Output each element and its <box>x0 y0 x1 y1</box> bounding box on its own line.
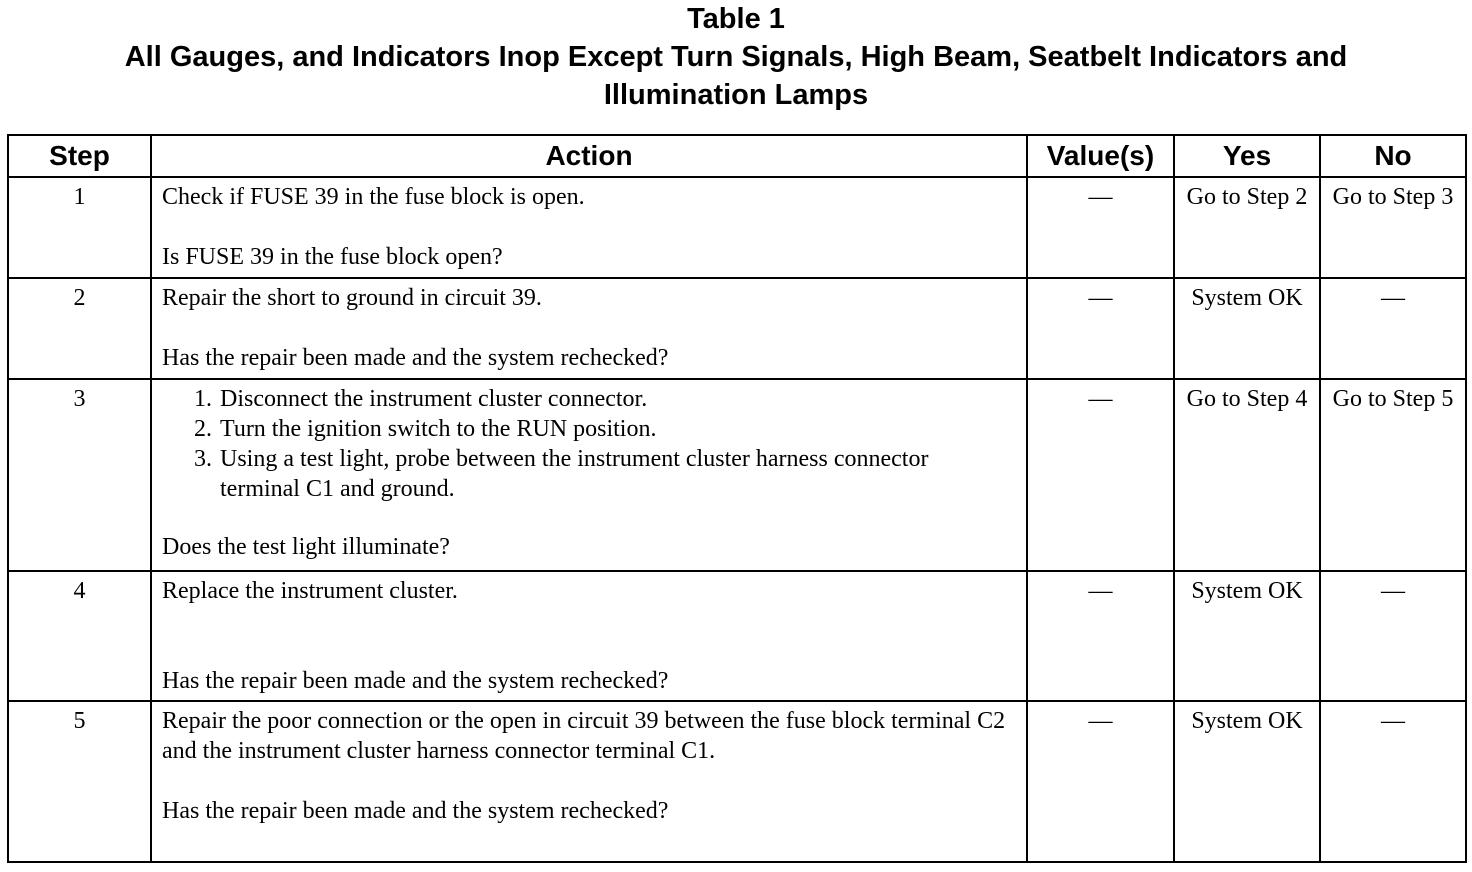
table-label: Table 1 <box>687 3 785 35</box>
header-no: No <box>1320 135 1466 177</box>
no-cell: Go to Step 3 <box>1320 177 1466 278</box>
value-cell: — <box>1027 701 1174 862</box>
header-step: Step <box>8 135 151 177</box>
action-question: Does the test light illuminate? <box>162 534 450 560</box>
yes-cell: System OK <box>1174 571 1320 701</box>
yes-cell: System OK <box>1174 278 1320 379</box>
header-values: Value(s) <box>1027 135 1174 177</box>
table-row <box>8 177 1466 278</box>
action-question: Is FUSE 39 in the fuse block open? <box>162 244 503 270</box>
action-instruction: Repair the short to ground in circuit 39. <box>162 285 542 311</box>
substep-item: 1. Disconnect the instrument cluster connector. <box>218 384 1016 414</box>
table-row <box>8 701 1466 862</box>
action-cell <box>151 701 1027 862</box>
yes-cell: Go to Step 2 <box>1174 177 1320 278</box>
action-instruction: Repair the poor connection or the open in circuit 39 between the fuse block terminal C2 and the instrument cluster harness connector terminal C1. <box>162 708 1006 764</box>
action-cell <box>151 379 1027 571</box>
action-cell <box>151 278 1027 379</box>
table-row <box>8 278 1466 379</box>
step-number: 1 <box>8 177 151 278</box>
yes-cell: System OK <box>1174 701 1320 862</box>
no-cell: — <box>1320 278 1466 379</box>
header-action: Action <box>151 135 1027 177</box>
step-number: 3 <box>8 379 151 571</box>
value-cell: — <box>1027 278 1174 379</box>
substep-item: 2. Turn the ignition switch to the RUN position. <box>218 414 1016 444</box>
header-yes: Yes <box>1174 135 1320 177</box>
no-cell: — <box>1320 701 1466 862</box>
no-cell: — <box>1320 571 1466 701</box>
action-cell <box>151 571 1027 701</box>
action-question: Has the repair been made and the system rechecked? <box>162 798 669 824</box>
table-subtitle-line-1: All Gauges, and Indicators Inop Except Turn Signals, High Beam, Seatbelt Indicators and <box>124 41 1348 73</box>
yes-cell: Go to Step 4 <box>1174 379 1320 571</box>
step-number: 4 <box>8 571 151 701</box>
action-instruction: Replace the instrument cluster. <box>162 578 458 604</box>
table-subtitle-line-2: Illumination Lamps <box>603 79 869 111</box>
diagnostic-table <box>7 134 1467 863</box>
value-cell: — <box>1027 379 1174 571</box>
step-number: 2 <box>8 278 151 379</box>
table-title-block <box>0 0 1472 114</box>
action-cell <box>151 177 1027 278</box>
action-question: Has the repair been made and the system rechecked? <box>162 668 669 694</box>
value-cell: — <box>1027 571 1174 701</box>
action-question: Has the repair been made and the system rechecked? <box>162 345 669 371</box>
table-row <box>8 571 1466 701</box>
header-row <box>8 135 1466 177</box>
table-row <box>8 379 1466 571</box>
no-cell: Go to Step 5 <box>1320 379 1466 571</box>
step-number: 5 <box>8 701 151 862</box>
substep-item: 3. Using a test light, probe between the instrument cluster harness connector terminal C1 and ground. <box>218 444 1016 504</box>
action-instruction: Check if FUSE 39 in the fuse block is open. <box>162 184 585 210</box>
substep-list <box>162 384 1016 504</box>
value-cell: — <box>1027 177 1174 278</box>
